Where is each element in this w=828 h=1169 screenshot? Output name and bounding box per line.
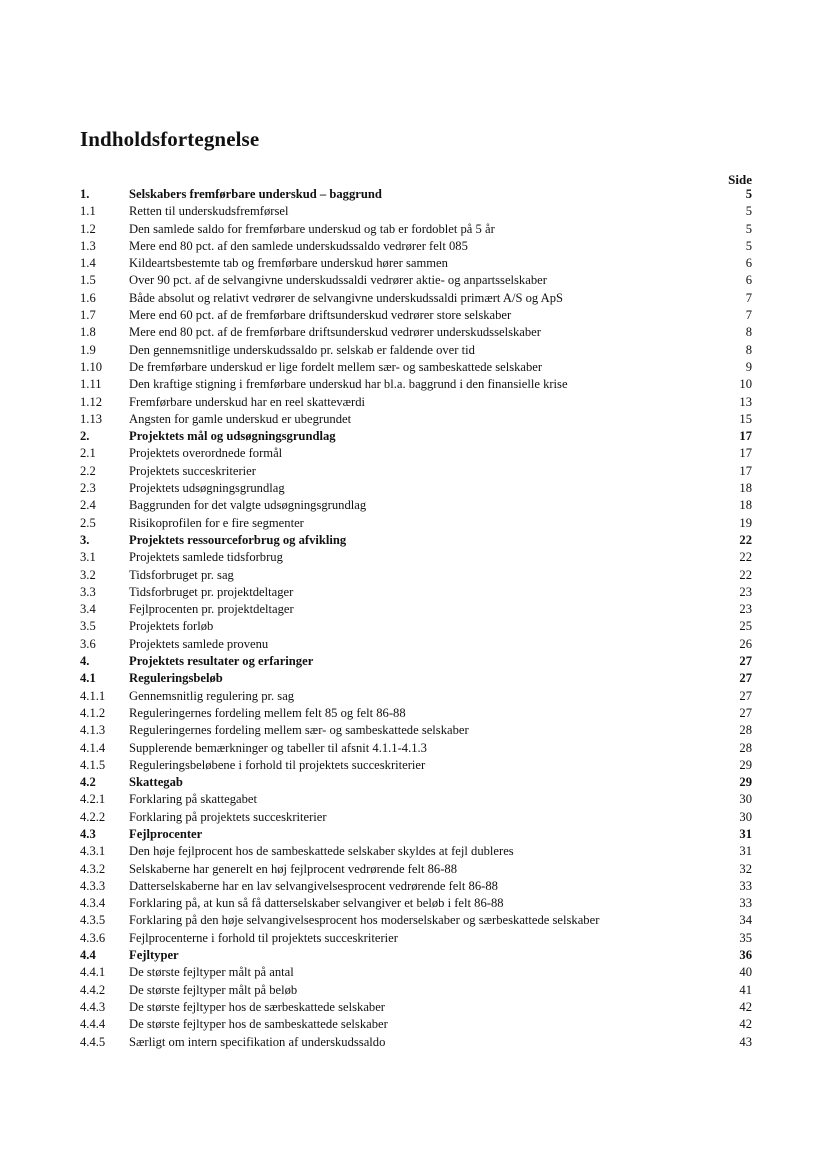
toc-section-heading	[80, 826, 752, 843]
toc-entry-page: 30	[739, 792, 752, 807]
toc-entry	[80, 740, 752, 757]
toc-entry-title: Fejlprocenterne i forhold til projektets succeskriterier	[129, 930, 398, 945]
toc-entry-number: 1.3	[80, 238, 96, 253]
toc-entry-title: Forklaring på skattegabet	[129, 792, 257, 807]
toc-entry-number: 1.8	[80, 325, 96, 340]
toc-entry-number: 4.1.3	[80, 723, 106, 738]
toc-section-heading	[80, 532, 752, 549]
toc-entry-number: 4.3.3	[80, 878, 106, 893]
toc-entry-title: De største fejltyper målt på antal	[129, 965, 294, 980]
toc-entry-title: Reguleringsbeløb	[129, 671, 223, 686]
toc-entry-title: Selskabers fremførbare underskud – baggrund	[129, 187, 382, 201]
toc-entry-title: Forklaring på, at kun så få datterselskaber selvangiver et beløb i felt 86-88	[129, 896, 504, 911]
toc-entry-page: 6	[745, 256, 752, 271]
toc-entry	[80, 394, 752, 411]
toc-entry	[80, 895, 752, 912]
toc-entry-page: 42	[739, 999, 752, 1014]
toc-entry-page: 15	[739, 411, 752, 426]
toc-entry-number: 1.6	[80, 290, 96, 305]
toc-entry-page: 25	[739, 619, 752, 634]
toc-entry-title: De største fejltyper målt på beløb	[129, 982, 298, 997]
toc-entry-number: 4.4.1	[80, 965, 106, 980]
toc-entry-number: 4.3.2	[80, 861, 106, 876]
toc-entry-number: 2.4	[80, 498, 96, 513]
toc-entry-number: 3.3	[80, 584, 96, 599]
toc-entry-title: De fremførbare underskud er lige fordelt mellem sær- og sambeskattede selskaber	[129, 359, 543, 374]
toc-entry-number: 4.1.4	[80, 740, 106, 755]
toc-entry-number: 4.4.4	[80, 1017, 106, 1032]
toc-entry-page: 7	[745, 290, 752, 305]
toc-entry-title: Over 90 pct. af de selvangivne underskudssaldi vedrører aktie- og anpartsselskaber	[129, 273, 547, 288]
toc-entry-page: 42	[739, 1017, 752, 1032]
toc-entry-page: 6	[745, 273, 752, 288]
toc-entry-title: Den gennemsnitlige underskudssaldo pr. selskab er faldende over tid	[129, 342, 475, 357]
toc-entry-number: 3.1	[80, 550, 96, 565]
toc-entry-page: 27	[739, 705, 752, 720]
toc-entry	[80, 618, 752, 635]
toc-entry-number: 4.4.5	[80, 1034, 106, 1049]
toc-entry-page: 41	[739, 982, 752, 997]
toc-entry	[80, 999, 752, 1016]
toc-entry	[80, 1016, 752, 1033]
toc-entry	[80, 272, 752, 289]
toc-entry-page: 34	[739, 913, 752, 928]
toc-entry	[80, 255, 752, 272]
toc-section-heading	[80, 653, 752, 670]
toc-entry	[80, 861, 752, 878]
toc-entry-title: Gennemsnitlig regulering pr. sag	[129, 688, 295, 703]
toc-entry	[80, 705, 752, 722]
toc-entry-number: 2.2	[80, 463, 96, 478]
toc-entry-title: Angsten for gamle underskud er ubegrundet	[129, 411, 352, 426]
toc-section-heading	[80, 670, 752, 687]
toc-entry-page: 28	[739, 723, 752, 738]
toc-entry-title: Projektets udsøgningsgrundlag	[129, 481, 285, 496]
toc-entry	[80, 342, 752, 359]
toc-entry-page: 29	[739, 757, 752, 772]
toc-entry-number: 4.4.3	[80, 999, 106, 1014]
toc-entry-title: Den samlede saldo for fremførbare underskud og tab er fordoblet på 5 år	[129, 221, 495, 236]
toc-entry-page: 7	[745, 308, 752, 323]
toc-entry	[80, 307, 752, 324]
toc-entry	[80, 791, 752, 808]
toc-entry-page: 29	[739, 775, 752, 790]
toc-entry-title: Både absolut og relativt vedrører de selvangivne underskudssaldi primært A/S og ApS	[129, 290, 564, 305]
toc-entry	[80, 688, 752, 705]
page-column-label: Side	[728, 172, 752, 187]
toc-entry-page: 28	[739, 740, 752, 755]
toc-entry-page: 27	[739, 688, 752, 703]
toc-entry	[80, 843, 752, 860]
toc-entry-title: Retten til underskudsfremførsel	[129, 204, 289, 219]
toc-entry-title: Særligt om intern specifikation af underskudssaldo	[129, 1034, 386, 1049]
toc-entry-page: 17	[739, 429, 752, 444]
toc-entry-title: Projektets resultater og erfaringer	[129, 654, 314, 669]
toc-entry-page: 8	[745, 325, 752, 340]
toc-entry-number: 4.1.1	[80, 688, 106, 703]
toc-entry-number: 4.3.1	[80, 844, 106, 859]
toc-entry-title: Den kraftige stigning i fremførbare underskud har bl.a. baggrund i den finansielle krise	[129, 377, 568, 392]
toc-entry-title: Kildeartsbestemte tab og fremførbare underskud hører sammen	[129, 256, 448, 271]
toc-entry-number: 1.2	[80, 221, 96, 236]
toc-entry-title: Mere end 80 pct. af de fremførbare driftsunderskud vedrører underskudsselskaber	[129, 325, 541, 340]
toc-entry-number: 1.7	[80, 308, 96, 323]
toc-entry	[80, 809, 752, 826]
toc-entry-page: 31	[739, 826, 752, 841]
toc-entry-number: 4.1.2	[80, 705, 106, 720]
toc-entry	[80, 497, 752, 514]
toc-entry	[80, 480, 752, 497]
toc-entry-title: Reguleringernes fordeling mellem felt 85 og felt 86-88	[129, 705, 406, 720]
toc-entry	[80, 324, 752, 341]
toc-entry	[80, 359, 752, 376]
toc-entry-title: Projektets ressourceforbrug og afvikling	[129, 532, 347, 547]
toc-entry	[80, 912, 752, 929]
toc-entry-title: Fremførbare underskud har en reel skatteværdi	[129, 394, 366, 409]
toc-entry-title: Skattegab	[129, 775, 183, 790]
toc-entry-number: 4.2.2	[80, 809, 106, 824]
toc-entry-title: Datterselskaberne har en lav selvangivelsesprocent vedrørende felt 86-88	[129, 878, 498, 893]
toc-entry-page: 17	[739, 446, 752, 461]
toc-entry-page: 17	[739, 463, 752, 478]
toc-section-heading	[80, 428, 752, 445]
toc-entry-page: 13	[739, 394, 752, 409]
page-title: Indholdsfortegnelse	[80, 127, 260, 151]
toc-entry-title: Tidsforbruget pr. projektdeltager	[129, 584, 294, 599]
toc-entry	[80, 549, 752, 566]
toc-entry-title: Projektets samlede tidsforbrug	[129, 550, 283, 565]
toc-entry-title: Reguleringsbeløbene i forhold til projektets succeskriterier	[129, 757, 426, 772]
toc-entry	[80, 515, 752, 532]
toc-entry-title: Fejltyper	[129, 948, 179, 963]
toc-section-heading	[80, 186, 752, 203]
toc-entry-number: 2.1	[80, 446, 96, 461]
toc-entry-number: 1.10	[80, 359, 103, 374]
toc-entry-number: 2.3	[80, 481, 96, 496]
toc-entry-number: 1.1	[80, 204, 96, 219]
toc-entry-title: Risikoprofilen for e fire segmenter	[129, 515, 304, 530]
toc-entry-number: 4.4.2	[80, 982, 106, 997]
toc-entry-number: 4.3.5	[80, 913, 106, 928]
toc-entry-page: 5	[745, 204, 752, 219]
toc-entry	[80, 982, 752, 999]
toc-entry-page: 5	[745, 238, 752, 253]
toc-entry-page: 9	[745, 359, 752, 374]
toc-entry-page: 33	[739, 896, 752, 911]
toc-entry-page: 33	[739, 878, 752, 893]
toc-entry-title: Forklaring på den høje selvangivelsesprocent hos moderselskaber og særbeskattede selskaber	[129, 913, 600, 928]
toc-entry-number: 4.3.4	[80, 896, 106, 911]
toc-entry-title: Selskaberne har generelt en høj fejlprocent vedrørende felt 86-88	[129, 861, 457, 876]
toc-entry	[80, 878, 752, 895]
toc-entry	[80, 964, 752, 981]
toc-entry-number: 1.9	[80, 342, 96, 357]
toc-entry-title: Baggrunden for det valgte udsøgningsgrundlag	[129, 498, 367, 513]
toc-entry-page: 22	[739, 567, 752, 582]
toc-entry-number: 3.4	[80, 602, 96, 617]
toc-entry-page: 32	[739, 861, 752, 876]
toc-entry-number: 1.13	[80, 411, 103, 426]
toc-entry-number: 3.5	[80, 619, 96, 634]
toc-entry-number: 4.3	[80, 826, 96, 841]
toc-entry-page: 31	[739, 844, 752, 859]
toc-entry-title: De største fejltyper hos de sambeskattede selskaber	[129, 1017, 388, 1032]
toc-entry-title: Tidsforbruget pr. sag	[129, 567, 234, 582]
toc-entry	[80, 376, 752, 393]
toc-entry-number: 4.1.5	[80, 757, 106, 772]
toc-entry	[80, 290, 752, 307]
toc-entry-title: Den høje fejlprocent hos de sambeskattede selskaber skyldes at fejl dubleres	[129, 844, 514, 859]
toc-entry-page: 22	[739, 550, 752, 565]
toc-entry-title: Supplerende bemærkninger og tabeller til afsnit 4.1.1-4.1.3	[129, 740, 427, 755]
toc-entry-page: 27	[739, 654, 752, 669]
toc-entry	[80, 757, 752, 774]
toc-entry-page: 43	[739, 1034, 752, 1049]
toc-entry-title: Projektets mål og udsøgningsgrundlag	[129, 429, 336, 444]
toc-entry-number: 3.	[80, 532, 90, 547]
toc-entry-page: 19	[739, 515, 752, 530]
toc-entry-page: 26	[739, 636, 752, 651]
toc-entry	[80, 411, 752, 428]
toc-entry-title: De største fejltyper hos de særbeskattede selskaber	[129, 999, 385, 1014]
toc-entry	[80, 463, 752, 480]
toc-entry	[80, 930, 752, 947]
toc-entry-title: Projektets succeskriterier	[129, 463, 256, 478]
toc-entry-page: 8	[745, 342, 752, 357]
toc-entry-page: 18	[739, 481, 752, 496]
toc-entry	[80, 636, 752, 653]
toc-entry-page: 27	[739, 671, 752, 686]
toc-entry	[80, 238, 752, 255]
toc-entry-title: Projektets overordnede formål	[129, 446, 283, 461]
toc-entry-number: 1.5	[80, 273, 96, 288]
toc-section-heading	[80, 947, 752, 964]
toc-entry-title: Forklaring på projektets succeskriterier	[129, 809, 327, 824]
toc-entry-title: Fejlprocenter	[129, 826, 203, 841]
toc-entry-number: 3.6	[80, 636, 96, 651]
toc-entry	[80, 445, 752, 462]
toc-entry	[80, 1034, 752, 1051]
table-of-contents	[80, 186, 752, 1051]
toc-entry-number: 2.	[80, 429, 90, 444]
toc-entry-number: 1.12	[80, 394, 103, 409]
toc-entry-number: 4.	[80, 654, 90, 669]
toc-entry	[80, 722, 752, 739]
toc-entry-page: 23	[739, 584, 752, 599]
toc-entry-title: Fejlprocenten pr. projektdeltager	[129, 602, 294, 617]
toc-entry-number: 4.2.1	[80, 792, 106, 807]
toc-entry-page: 23	[739, 602, 752, 617]
toc-entry-title: Reguleringernes fordeling mellem sær- og sambeskattede selskaber	[129, 723, 469, 738]
toc-entry	[80, 584, 752, 601]
toc-entry-page: 30	[739, 809, 752, 824]
toc-entry-number: 1.11	[80, 377, 102, 392]
toc-entry-number: 1.	[80, 187, 90, 201]
toc-entry-page: 10	[739, 377, 752, 392]
toc-entry-page: 5	[745, 187, 752, 201]
toc-entry-title: Projektets forløb	[129, 619, 214, 634]
toc-entry	[80, 221, 752, 238]
toc-entry-number: 4.4	[80, 948, 96, 963]
toc-entry-page: 22	[739, 532, 752, 547]
toc-entry-number: 4.1	[80, 671, 96, 686]
toc-entry-number: 3.2	[80, 567, 96, 582]
toc-entry-number: 4.2	[80, 775, 96, 790]
toc-entry-page: 36	[739, 948, 752, 963]
toc-entry-page: 18	[739, 498, 752, 513]
toc-entry	[80, 601, 752, 618]
toc-entry-title: Mere end 80 pct. af den samlede underskudssaldo vedrører felt 085	[129, 238, 468, 253]
toc-section-heading	[80, 774, 752, 791]
toc-entry-title: Mere end 60 pct. af de fremførbare driftsunderskud vedrører store selskaber	[129, 308, 512, 323]
toc-entry-number: 2.5	[80, 515, 96, 530]
toc-entry-number: 4.3.6	[80, 930, 106, 945]
toc-entry	[80, 203, 752, 220]
toc-entry	[80, 567, 752, 584]
toc-entry-number: 1.4	[80, 256, 96, 271]
toc-entry-page: 35	[739, 930, 752, 945]
toc-entry-page: 5	[745, 221, 752, 236]
toc-entry-page: 40	[739, 965, 752, 980]
toc-entry-title: Projektets samlede provenu	[129, 636, 269, 651]
